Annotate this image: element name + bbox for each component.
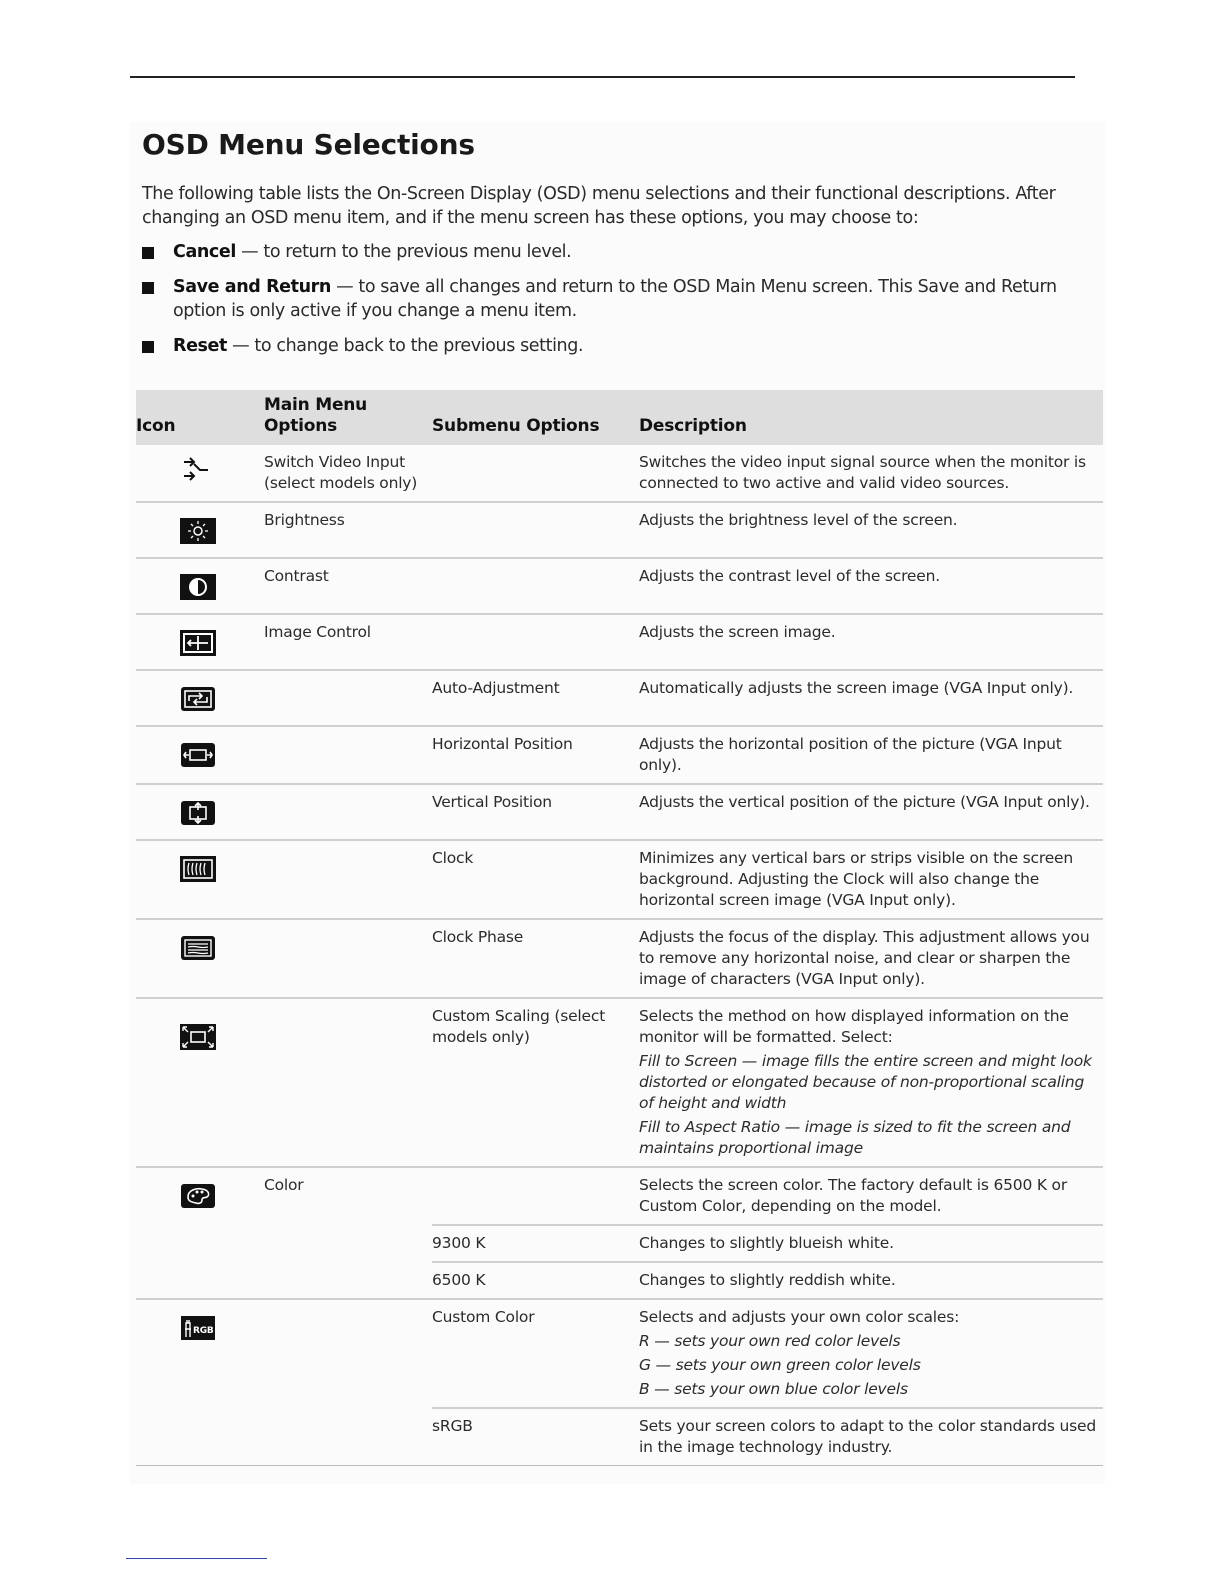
table-row (136, 558, 1103, 614)
header-description: Description (639, 390, 1103, 445)
cell-submenu: sRGB (432, 1408, 639, 1466)
cell-main-menu (264, 919, 432, 998)
cell-main-menu (264, 840, 432, 919)
cell-submenu (432, 502, 639, 558)
cell-main-menu (264, 670, 432, 726)
table-row (136, 840, 1103, 919)
header-main-menu-options: Main Menu Options (264, 390, 432, 445)
footer-link-rule (126, 1558, 267, 1559)
cell-submenu: Clock Phase (432, 919, 639, 998)
option-item-save-and-return: Save and Return — to save all changes and return to the OSD Main Menu screen. This Save and Return option is only active if you change a menu item. (142, 275, 1102, 323)
cell-submenu: 9300 K (432, 1225, 639, 1262)
brightness-icon (180, 518, 216, 544)
cell-main-menu (264, 998, 432, 1167)
cell-submenu (432, 1167, 639, 1225)
table-row (136, 998, 1103, 1167)
cell-submenu: Clock (432, 840, 639, 919)
cell-description: Switches the video input signal source when the monitor is connected to two active and valid video sources. (639, 445, 1103, 502)
svg-text:RGB: RGB (193, 1326, 214, 1336)
image-control-icon (180, 630, 216, 656)
cell-description: Adjusts the contrast level of the screen. (639, 558, 1103, 614)
cell-description: Adjusts the vertical position of the picture (VGA Input only). (639, 784, 1103, 840)
cell-description: Minimizes any vertical bars or strips visible on the screen background. Adjusting the Clock will also change the horizontal screen image (VGA Input only). (639, 840, 1103, 919)
table-row (136, 670, 1103, 726)
cell-submenu (432, 614, 639, 670)
cell-main-menu: Brightness (264, 502, 432, 558)
table-row (136, 502, 1103, 558)
table-row (136, 614, 1103, 670)
cell-main-menu: Image Control (264, 614, 432, 670)
clock-phase-icon (180, 935, 216, 961)
header-rule (130, 76, 1075, 78)
table-row (136, 919, 1103, 998)
contrast-icon (180, 574, 216, 600)
cell-submenu (432, 445, 639, 502)
cell-description: Automatically adjusts the screen image (VGA Input only). (639, 670, 1103, 726)
cell-main-menu: Switch Video Input (select models only) (264, 445, 432, 502)
header-icon: Icon (136, 390, 264, 445)
cell-description: Changes to slightly blueish white. (639, 1225, 1103, 1262)
table-header-row (136, 390, 1103, 445)
bullet-icon (142, 341, 154, 353)
page-title: OSD Menu Selections (142, 128, 475, 161)
cell-main-menu (264, 726, 432, 784)
custom-color-icon (180, 1315, 216, 1341)
cell-submenu: Horizontal Position (432, 726, 639, 784)
header-submenu-options: Submenu Options (432, 390, 639, 445)
horizontal-position-icon (180, 742, 216, 768)
clock-icon (180, 856, 216, 882)
table-row (136, 1167, 1103, 1225)
vertical-position-icon (180, 800, 216, 826)
osd-menu-table (136, 390, 1103, 1466)
cell-description: Adjusts the focus of the display. This adjustment allows you to remove any horizontal noise, and clear or sharpen the image of characters (VGA Input only). (639, 919, 1103, 998)
cell-main-menu: Contrast (264, 558, 432, 614)
option-item-reset: Reset — to change back to the previous setting. (142, 334, 1102, 358)
cell-description: Selects the screen color. The factory default is 6500 K or Custom Color, depending on the model. (639, 1167, 1103, 1225)
cell-submenu: Custom Scaling (select models only) (432, 998, 639, 1167)
color-icon (180, 1183, 216, 1209)
cell-description: Selects and adjusts your own color scales: R — sets your own red color levels G — sets your own green color levels B — sets your own blue color levels (639, 1299, 1103, 1408)
cell-submenu: Vertical Position (432, 784, 639, 840)
custom-scaling-icon (180, 1024, 216, 1050)
option-list (142, 240, 1102, 369)
table-row (136, 726, 1103, 784)
cell-description: Adjusts the horizontal position of the picture (VGA Input only). (639, 726, 1103, 784)
cell-description: Sets your screen colors to adapt to the color standards used in the image technology industry. (639, 1408, 1103, 1466)
switch-input-icon (180, 456, 216, 482)
cell-main-menu: Color (264, 1167, 432, 1299)
cell-description: Changes to slightly reddish white. (639, 1262, 1103, 1299)
cell-main-menu (264, 1299, 432, 1466)
cell-submenu: Custom Color (432, 1299, 639, 1408)
table-row (136, 784, 1103, 840)
cell-submenu (432, 558, 639, 614)
table-row (136, 1299, 1103, 1408)
cell-submenu: Auto-Adjustment (432, 670, 639, 726)
cell-description: Selects the method on how displayed information on the monitor will be formatted. Select: Fill to Screen — image fills the entire screen and might look distorted or elongated because of non-proportional scaling of height and width Fill to Aspect Ratio — image is sized to fit the screen and maintains proportional image (639, 998, 1103, 1167)
cell-description: Adjusts the brightness level of the screen. (639, 502, 1103, 558)
table-row (136, 445, 1103, 502)
cell-submenu: 6500 K (432, 1262, 639, 1299)
cell-main-menu (264, 784, 432, 840)
cell-description: Adjusts the screen image. (639, 614, 1103, 670)
bullet-icon (142, 247, 154, 259)
auto-adjust-icon (180, 686, 216, 712)
bullet-icon (142, 282, 154, 294)
option-item-cancel: Cancel — to return to the previous menu level. (142, 240, 1102, 264)
intro-paragraph: The following table lists the On-Screen Display (OSD) menu selections and their functional descriptions. After changing an OSD menu item, and if the menu screen has these options, you may choose to: (142, 184, 1056, 228)
